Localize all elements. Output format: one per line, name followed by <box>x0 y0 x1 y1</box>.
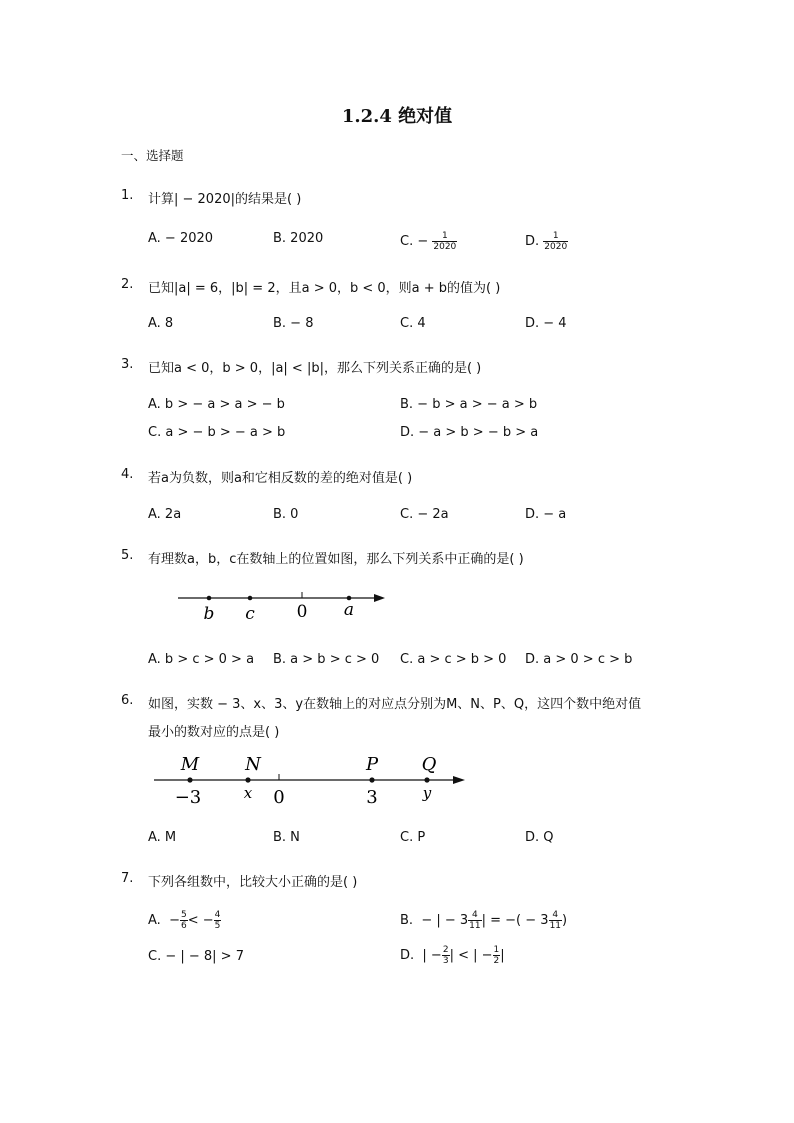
q6-label-x: x <box>243 784 253 802</box>
q3-option-d: D. − a > b > − b > a <box>400 425 539 440</box>
q7-a-part1: − <box>169 913 180 928</box>
q7-option-d-label: D. <box>400 948 415 963</box>
q5-point-c <box>248 596 253 601</box>
q5-axis-arrow <box>374 594 385 602</box>
q6-label-3: 3 <box>366 787 378 808</box>
q7-option-c: C. − | − 8| > 7 <box>148 949 244 964</box>
page-title: 1.2.4 绝对值 <box>341 106 453 127</box>
q6-axis-arrow <box>453 776 465 784</box>
q7-d-part3: | <box>500 948 505 963</box>
q4-option-d: D. − a <box>525 507 567 522</box>
q5-option-b: B. a > b > c > 0 <box>273 652 380 667</box>
q7-b-part1: − | − 3 <box>421 913 469 928</box>
question-5-number: 5. <box>121 548 134 563</box>
q7-option-b <box>400 910 567 931</box>
q5-label-a: a <box>343 600 355 620</box>
q5-label-zero: 0 <box>296 602 308 622</box>
q7-a-frac2: $\frac{4}{5}$ <box>214 910 221 931</box>
question-3-number: 3. <box>121 357 134 372</box>
q6-number-line <box>150 750 470 808</box>
q7-option-d <box>400 945 505 966</box>
q7-b-frac1: $\frac{4}{11}$ <box>469 910 481 931</box>
question-4-number: 4. <box>121 467 134 482</box>
q4-option-c: C. − 2a <box>400 507 449 522</box>
q1-option-b: B. 2020 <box>273 231 324 246</box>
q7-option-a-label: A. <box>148 913 161 928</box>
question-7-text: 下列各组数中，比较大小正确的是( ) <box>148 875 358 890</box>
question-2-number: 2. <box>121 277 134 292</box>
q6-point-p <box>369 777 374 782</box>
q7-d-part2: | < | − <box>449 948 493 963</box>
q7-d-part1: | − <box>422 948 442 963</box>
q1-option-d-label: D. <box>525 234 544 249</box>
q1-option-c-label: C. − <box>400 234 429 249</box>
q6-label-y: y <box>422 784 432 802</box>
question-6-number: 6. <box>121 693 134 708</box>
q5-option-c: C. a > c > b > 0 <box>400 652 507 667</box>
q7-option-b-label: B. <box>400 913 414 928</box>
q2-option-d: D. − 4 <box>525 316 567 331</box>
q1-option-a: A. − 2020 <box>148 231 214 246</box>
q6-label-zero: 0 <box>273 787 285 808</box>
q4-option-a: A. 2a <box>148 507 182 522</box>
q1-option-c-fraction: $\frac{1}{2020}$ <box>433 231 457 252</box>
q6-option-c: C. P <box>400 830 426 845</box>
q6-option-b: B. N <box>273 830 300 845</box>
question-1-number: 1. <box>121 188 134 203</box>
q1-option-c <box>400 231 457 252</box>
q6-label-q: Q <box>421 754 437 775</box>
q7-option-a <box>148 910 221 931</box>
q3-option-a: A. b > − a > a > − b <box>148 397 285 412</box>
q5-label-c: c <box>245 604 255 624</box>
q5-point-b <box>207 596 212 601</box>
question-5-text: 有理数a，b，c在数轴上的位置如图，那么下列关系中正确的是( ) <box>148 552 524 567</box>
q6-option-d: D. Q <box>525 830 554 845</box>
q5-option-a: A. b > c > 0 > a <box>148 652 255 667</box>
q2-option-c: C. 4 <box>400 316 426 331</box>
q2-option-b: B. − 8 <box>273 316 314 331</box>
q5-number-line <box>170 585 390 625</box>
q3-option-b: B. − b > a > − a > b <box>400 397 538 412</box>
q7-b-part3: ) <box>562 913 568 928</box>
q6-option-a: A. M <box>148 830 177 845</box>
q3-option-c: C. a > − b > − a > b <box>148 425 286 440</box>
question-2-text: 已知|a| = 6，|b| = 2，且a > 0，b < 0，则a + b的值为( ) <box>148 281 501 296</box>
q5-option-d: D. a > 0 > c > b <box>525 652 633 667</box>
q6-label-n: N <box>245 754 261 775</box>
question-7-number: 7. <box>121 871 134 886</box>
q6-label-p: P <box>365 754 379 775</box>
q7-a-part2: < − <box>187 913 214 928</box>
q7-b-frac2: $\frac{4}{11}$ <box>549 910 562 931</box>
q1-option-d <box>525 231 568 252</box>
q1-option-d-fraction: $\frac{1}{2020}$ <box>544 231 568 252</box>
q2-option-a: A. 8 <box>148 316 174 331</box>
q5-label-b: b <box>203 604 215 624</box>
q6-label-neg3: −3 <box>174 787 202 808</box>
q6-point-m <box>187 777 192 782</box>
q6-point-n <box>245 777 250 782</box>
q6-point-q <box>424 777 429 782</box>
q6-label-m: M <box>180 754 200 775</box>
question-4-text: 若a为负数，则a和它相反数的差的绝对值是( ) <box>148 471 413 486</box>
q7-b-part2: | = −( − 3 <box>481 913 549 928</box>
q7-d-frac1: $\frac{2}{3}$ <box>442 945 449 966</box>
question-1-text: 计算| − 2020|的结果是( ) <box>148 192 302 207</box>
q7-d-frac2: $\frac{1}{2}$ <box>493 945 500 966</box>
q4-option-b: B. 0 <box>273 507 299 522</box>
question-6-text: 如图，实数 − 3、x、3、y在数轴上的对应点分别为M、N、P、Q，这四个数中绝对值 <box>148 697 642 712</box>
q7-a-frac1: $\frac{5}{6}$ <box>180 910 187 931</box>
question-6-text-line2: 最小的数对应的点是( ) <box>148 725 280 740</box>
section-heading: 一、选择题 <box>121 148 184 163</box>
question-3-text: 已知a < 0，b > 0，|a| < |b|，那么下列关系正确的是( ) <box>148 361 482 376</box>
